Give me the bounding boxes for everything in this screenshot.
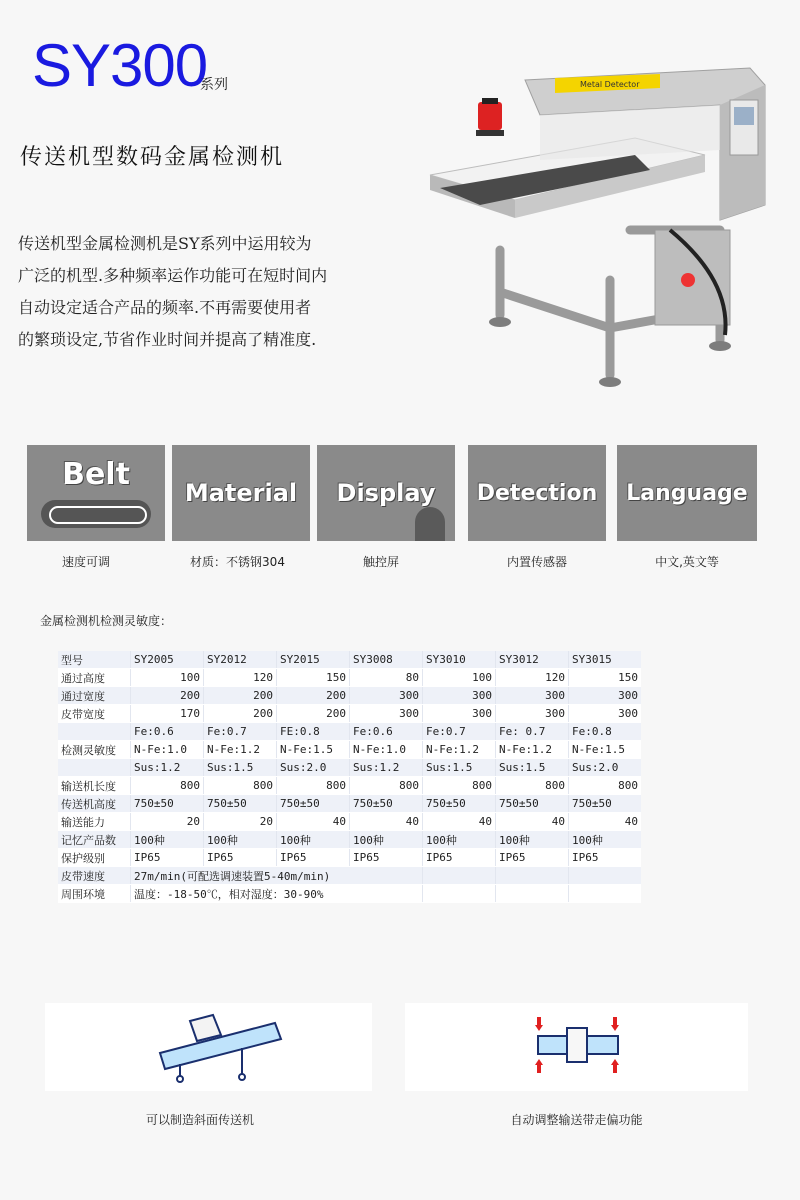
- table-cell: N-Fe:1.0: [350, 741, 423, 759]
- table-cell: 300: [496, 705, 569, 723]
- table-cell: 800: [423, 777, 496, 795]
- table-cell: N-Fe:1.5: [277, 741, 350, 759]
- table-row-label: 周围环境: [58, 885, 131, 903]
- table-row: [58, 687, 641, 705]
- table-row-label: [58, 759, 131, 777]
- table-cell: 20: [204, 813, 277, 831]
- bottom-caption: 可以制造斜面传送机: [145, 1113, 254, 1127]
- feature-word: Material: [184, 479, 298, 507]
- table-cell: 200: [277, 687, 350, 705]
- table-row: [58, 813, 641, 831]
- table-cell: Fe:0.8: [569, 723, 642, 741]
- table-cell: 800: [569, 777, 642, 795]
- table-cell: 800: [277, 777, 350, 795]
- table-cell: Sus:2.0: [569, 759, 642, 777]
- table-cell: 100种: [496, 831, 569, 849]
- intro-line: 传送机型金属检测机是SY系列中运用较为: [18, 234, 312, 253]
- bottom-caption: 自动调整输送带走偏功能: [510, 1113, 643, 1127]
- table-row-label: 输送能力: [58, 813, 131, 831]
- table-row: [58, 723, 641, 741]
- table-span-cell: 温度：-18-50℃，相对湿度：30-90%: [131, 885, 423, 903]
- feature-caption: 速度可调: [61, 555, 110, 569]
- table-header-cell: SY3010: [423, 651, 496, 669]
- table-cell: Fe:0.6: [350, 723, 423, 741]
- table-cell: 800: [131, 777, 204, 795]
- table-row-label: 通过高度: [58, 669, 131, 687]
- table-row-label: 输送机长度: [58, 777, 131, 795]
- table-cell: Fe:0.6: [131, 723, 204, 741]
- belt-icon: [41, 500, 151, 528]
- table-row: [58, 867, 641, 885]
- table-header-cell: SY3008: [350, 651, 423, 669]
- table-row-label: [58, 723, 131, 741]
- table-empty-cell: [496, 885, 569, 903]
- table-row-label: 记忆产品数: [58, 831, 131, 849]
- table-cell: N-Fe:1.2: [423, 741, 496, 759]
- table-cell: FE:0.8: [277, 723, 350, 741]
- table-row-label: 检测灵敏度: [58, 741, 131, 759]
- series-label: 系列: [200, 77, 228, 93]
- table-row-label: 皮带宽度: [58, 705, 131, 723]
- table-cell: 100种: [569, 831, 642, 849]
- table-row: [58, 885, 641, 903]
- table-cell: Sus:1.5: [204, 759, 277, 777]
- table-header-cell: SY2012: [204, 651, 277, 669]
- table-cell: 100种: [131, 831, 204, 849]
- table-cell: IP65: [204, 849, 277, 867]
- table-cell: 750±50: [423, 795, 496, 813]
- intro-line: 广泛的机型.多种频率运作功能可在短时间内: [18, 266, 328, 285]
- table-cell: 40: [277, 813, 350, 831]
- feature-detection: [468, 445, 606, 541]
- table-empty-cell: [569, 867, 642, 885]
- table-header-cell: SY3015: [569, 651, 642, 669]
- inclined-conveyor-icon: [45, 1003, 372, 1091]
- table-cell: Fe:0.7: [204, 723, 277, 741]
- table-row: [58, 705, 641, 723]
- table-cell: 100种: [277, 831, 350, 849]
- table-row: [58, 669, 641, 687]
- feature-caption: 触控屏: [362, 555, 399, 569]
- feature-word: Language: [626, 481, 748, 506]
- table-cell: 750±50: [569, 795, 642, 813]
- table-cell: 100种: [204, 831, 277, 849]
- table-cell: 40: [569, 813, 642, 831]
- table-cell: 300: [569, 687, 642, 705]
- sensitivity-title: 金属检测机检测灵敏度：: [40, 614, 173, 628]
- table-cell: 750±50: [350, 795, 423, 813]
- table-row-label: 通过宽度: [58, 687, 131, 705]
- table-cell: IP65: [423, 849, 496, 867]
- table-header-label: 型号: [58, 651, 131, 669]
- feature-word: Belt: [62, 457, 130, 492]
- intro-line: 的繁琐设定,节省作业时间并提高了精准度.: [18, 330, 317, 349]
- table-cell: 150: [277, 669, 350, 687]
- inclined-conveyor-panel: [45, 1003, 372, 1091]
- warning-light-icon: [478, 102, 502, 130]
- table-cell: 40: [423, 813, 496, 831]
- table-cell: 300: [569, 705, 642, 723]
- table-cell: 80: [350, 669, 423, 687]
- table-cell: IP65: [496, 849, 569, 867]
- feature-material: [172, 445, 310, 541]
- feature-word: Detection: [476, 481, 598, 506]
- table-empty-cell: [423, 885, 496, 903]
- table-cell: 300: [423, 705, 496, 723]
- machine-label: Metal Detector: [580, 80, 640, 89]
- touch-hand-icon: [415, 507, 445, 541]
- table-empty-cell: [423, 867, 496, 885]
- table-cell: 750±50: [204, 795, 277, 813]
- table-cell: Sus:1.2: [131, 759, 204, 777]
- table-cell: 800: [496, 777, 569, 795]
- table-cell: 120: [496, 669, 569, 687]
- belt-alignment-icon: [405, 1003, 748, 1091]
- table-cell: 300: [350, 687, 423, 705]
- table-cell: 800: [350, 777, 423, 795]
- belt-alignment-panel: [405, 1003, 748, 1091]
- table-cell: N-Fe:1.2: [496, 741, 569, 759]
- table-cell: N-Fe:1.5: [569, 741, 642, 759]
- table-cell: 40: [496, 813, 569, 831]
- table-cell: N-Fe:1.2: [204, 741, 277, 759]
- table-span-cell: 27m/min(可配选调速装置5-40m/min): [131, 867, 423, 885]
- table-cell: 100: [423, 669, 496, 687]
- intro-paragraph: [18, 228, 398, 356]
- feature-display: [317, 445, 455, 541]
- table-cell: Fe:0.7: [423, 723, 496, 741]
- table-cell: 120: [204, 669, 277, 687]
- table-cell: IP65: [350, 849, 423, 867]
- table-row-label: 传送机高度: [58, 795, 131, 813]
- table-row-label: 皮带速度: [58, 867, 131, 885]
- table-cell: 150: [569, 669, 642, 687]
- table-row: [58, 777, 641, 795]
- feature-language: [617, 445, 757, 541]
- table-cell: IP65: [277, 849, 350, 867]
- table-cell: 200: [204, 687, 277, 705]
- table-row: [58, 849, 641, 867]
- table-empty-cell: [496, 867, 569, 885]
- table-cell: 20: [131, 813, 204, 831]
- table-cell: 200: [131, 687, 204, 705]
- table-empty-cell: [569, 885, 642, 903]
- table-cell: 40: [350, 813, 423, 831]
- table-cell: IP65: [131, 849, 204, 867]
- table-cell: Sus:1.5: [423, 759, 496, 777]
- table-header-row: [58, 651, 641, 669]
- table-row: [58, 795, 641, 813]
- table-row: [58, 741, 641, 759]
- product-title: 传送机型数码金属检测机: [20, 145, 285, 170]
- feature-caption: 中文,英文等: [655, 555, 719, 569]
- table-row: [58, 831, 641, 849]
- table-cell: 300: [423, 687, 496, 705]
- intro-line: 自动设定适合产品的频率.不再需要使用者: [18, 298, 312, 317]
- table-cell: 300: [350, 705, 423, 723]
- table-cell: Sus:1.5: [496, 759, 569, 777]
- table-cell: 100种: [423, 831, 496, 849]
- feature-word: Display: [336, 479, 436, 507]
- feature-caption: 材质：不锈钢304: [190, 555, 285, 569]
- table-row: [58, 759, 641, 777]
- table-cell: 170: [131, 705, 204, 723]
- table-cell: Sus:1.2: [350, 759, 423, 777]
- table-cell: 100种: [350, 831, 423, 849]
- table-header-cell: SY3012: [496, 651, 569, 669]
- table-header-cell: SY2005: [131, 651, 204, 669]
- table-header-cell: SY2015: [277, 651, 350, 669]
- table-cell: 100: [131, 669, 204, 687]
- table-cell: 800: [204, 777, 277, 795]
- table-cell: 200: [204, 705, 277, 723]
- table-cell: 750±50: [496, 795, 569, 813]
- table-cell: 300: [496, 687, 569, 705]
- table-cell: 750±50: [277, 795, 350, 813]
- table-cell: 750±50: [131, 795, 204, 813]
- table-cell: IP65: [569, 849, 642, 867]
- table-row-label: 保护级别: [58, 849, 131, 867]
- table-cell: N-Fe:1.0: [131, 741, 204, 759]
- metal-detector-machine-image: [420, 60, 790, 400]
- feature-caption: 内置传感器: [506, 555, 567, 569]
- table-cell: 200: [277, 705, 350, 723]
- table-cell: Sus:2.0: [277, 759, 350, 777]
- spec-table: [58, 651, 641, 903]
- model-title: SY300: [32, 32, 208, 99]
- feature-belt: [27, 445, 165, 541]
- table-cell: Fe: 0.7: [496, 723, 569, 741]
